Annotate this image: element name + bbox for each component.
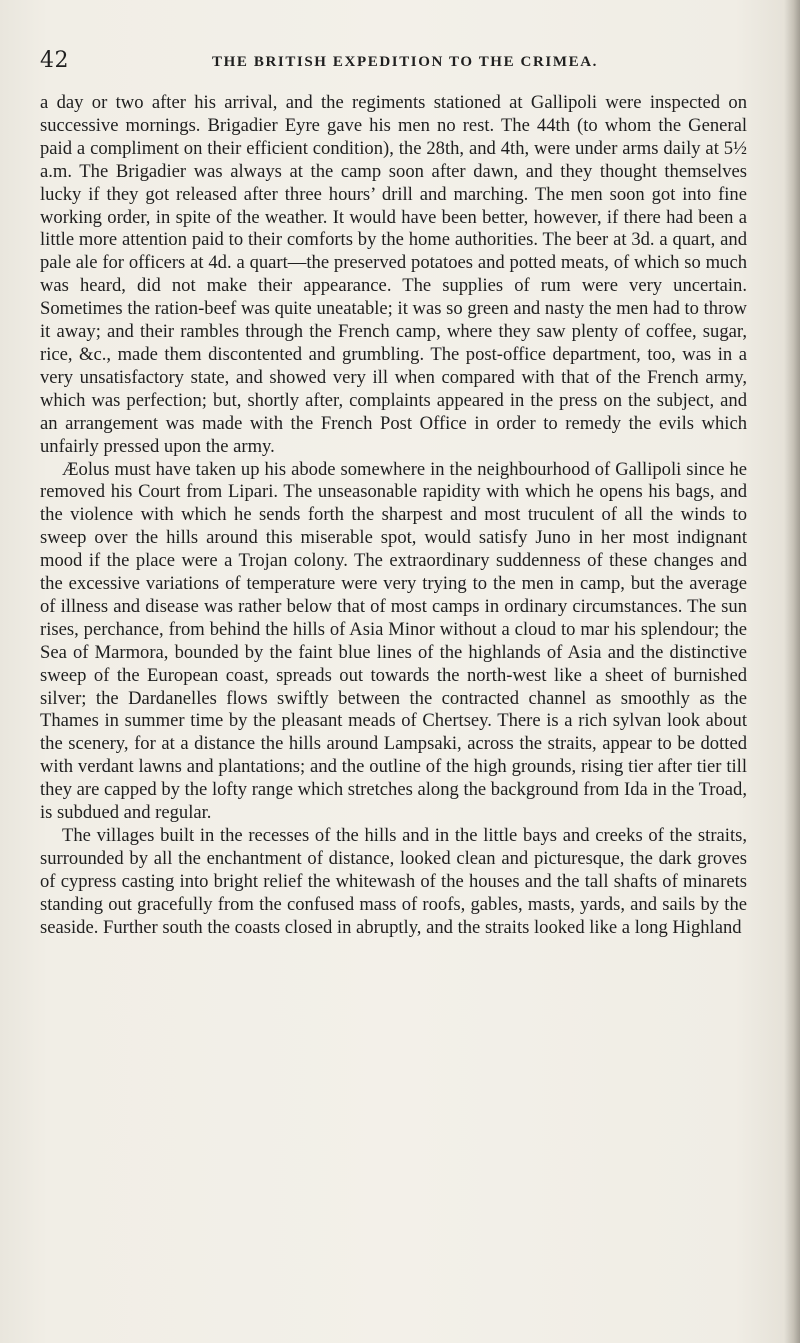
page-edge-shadow [784,0,800,1343]
paragraph-villages: The villages built in the recesses of the hills and in the little bays and creeks of the straits, surrounded by all the enchantment of distance, looked clean and picturesque, the dark groves of cypress casting into bright relief the whitewash of the houses and the tall shafts of minarets standing out gracefully from the confused mass of roofs, gables, masts, yards, and sails by the seaside. Further south the coasts closed in abruptly, and the straits looked like a long Highland [40,825,747,938]
body-text [40,92,747,940]
page-header [40,48,740,80]
paragraph-continued: a day or two after his arrival, and the regiments stationed at Gallipoli were inspected on successive mornings. Brigadier Eyre gave his men no rest. The 44th (to whom the General paid a compliment on their efficient condition), the 28th, and 4th, were under arms daily at 5½ a.m. The Brigadier was always at the camp soon after dawn, and they thought themselves lucky if they got released after three hours’ drill and marching. The men soon got into fine working order, in spite of the weather. It would have been better, however, if there had been a little more attention paid to their comforts by the home authorities. The beer at 3d. a quart, and pale ale for officers at 4d. a quart—the preserved potatoes and potted meats, of which so much was heard, did not make their appearance. The supplies of rum were very uncertain. Sometimes the ration-beef was quite uneatable; it was so green and nasty the men had to throw it away; and their rambles through the French camp, where they saw plenty of coffee, sugar, rice, &c., made them discontented and grumbling. The post-office department, too, was in a very unsatisfactory state, and showed very ill when compared with that of the French army, which was perfection; but, shortly after, complaints appeared in the press on the subject, and an arrangement was made with the French Post Office in order to remedy the evils which unfairly pressed upon the army. [40,92,747,457]
running-title: THE BRITISH EXPEDITION TO THE CRIMEA. [212,54,598,70]
page-number: 42 [40,48,69,73]
paragraph-aeolus: Æolus must have taken up his abode somewhere in the neighbourhood of Gallipoli since he removed his Court from Lipari. The unseasonable rapidity with which he opens his bags, and the violence with which he sends forth the sharpest and most truculent of all the winds to sweep over the hills around this miserable spot, would satisfy Juno in her most indignant mood if the place were a Trojan colony. The extraordinary suddenness of these changes and the excessive variations of temperature were very trying to the men in camp, but the average of illness and disease was rather below that of most camps in ordinary circumstances. The sun rises, perchance, from behind the hills of Asia Minor without a cloud to mar his splendour; the Sea of Marmora, bounded by the faint blue lines of the highlands of Asia and the distinctive sweep of the European coast, spreads out towards the north-west like a sheet of burnished silver; the Dardanelles flows swiftly between the contracted channel as smoothly as the Thames in summer time by the pleasant meads of Chertsey. There is a rich sylvan look about the scenery, for at a distance the hills around Lampsaki, across the straits, appear to be dotted with verdant lawns and plantations; and the outline of the high grounds, rising tier after tier till they are capped by the lofty range which stretches along the background from Ida in the Troad, is subdued and regular. [40,458,747,824]
